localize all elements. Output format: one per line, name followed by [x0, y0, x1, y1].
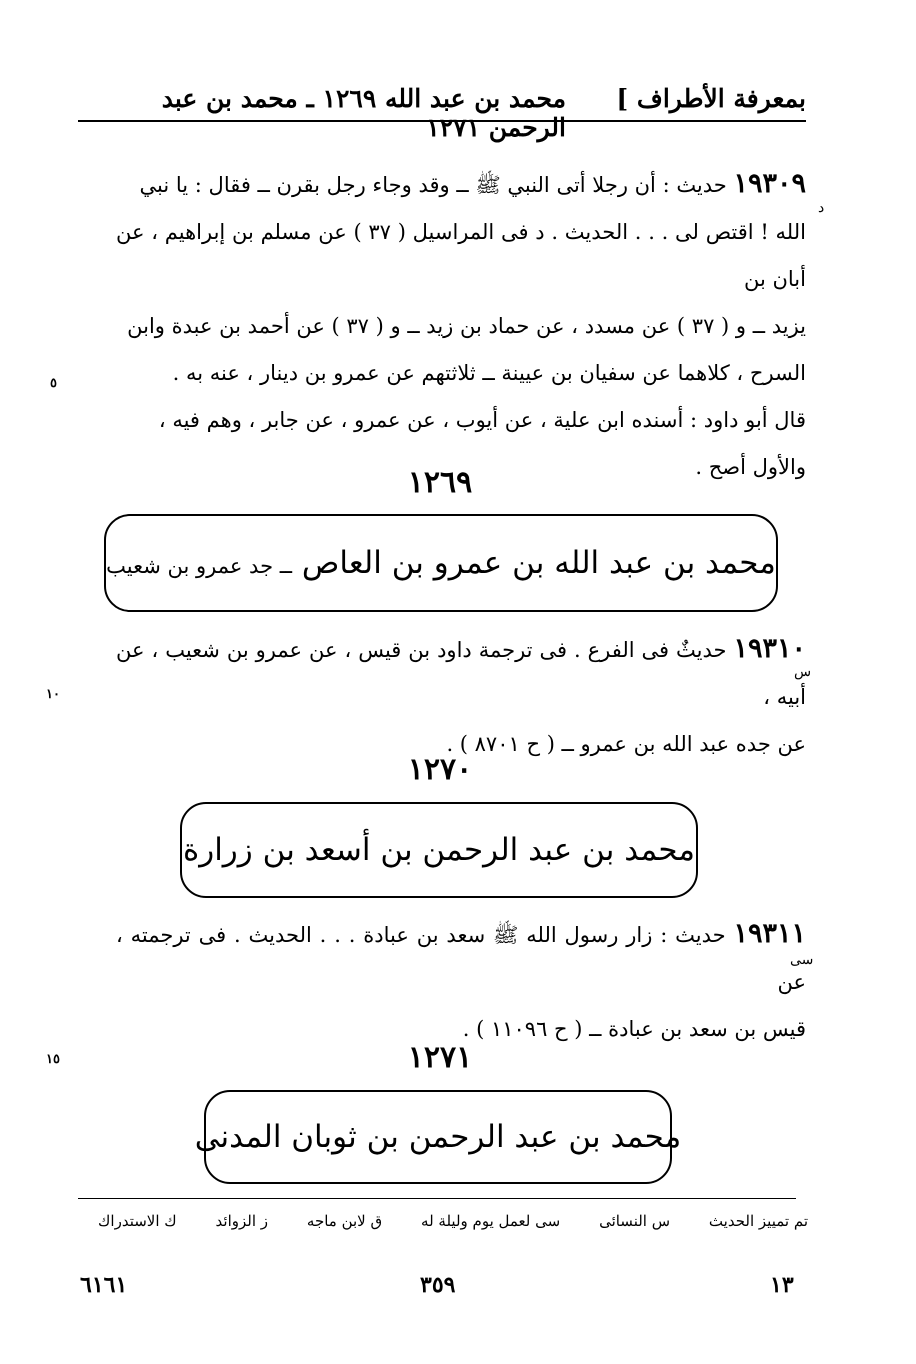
section-title: محمد بن عبد الله بن عمرو بن العاص ــ جد عمرو بن شعيب [106, 545, 776, 581]
legend-item: تم تمييز الحديث [708, 1212, 808, 1230]
entry-number: ١٩٣١١ [733, 918, 806, 949]
header-center-title: محمد بن عبد الله ١٢٦٩ ـ محمد بن عبد الرحمن ١٢٧١ [161, 84, 566, 142]
entry-sigla: س [794, 664, 812, 680]
section-title: محمد بن عبد الرحمن بن ثوبان المدنى [194, 1119, 682, 1155]
legend-item: ق لابن ماجه [306, 1212, 383, 1230]
entry-line: يزيد ــ و ( ٣٧ ) عن مسدد ، عن حماد بن زيد ــ و ( ٣٧ ) عن أحمد بن عبدة وابن [127, 314, 806, 338]
legend-item: س النسائى [599, 1212, 671, 1230]
entry-19311 [116, 910, 806, 1053]
entry-line: قال أبو داود : أسنده ابن علية ، عن أيوب ، عن عمرو ، عن جابر ، وهم فيه ، [158, 408, 806, 432]
section-title-frame [104, 514, 778, 612]
section-number: ١٢٦٩ [407, 465, 473, 500]
entry-line: ١٩٣٠٩ حديث : أن رجلا أتى النبي ﷺ ــ وقد وجاء رجل بقرن ــ فقال : يا نبي [139, 168, 806, 199]
entry-line: ١٩٣١١ حديث : زار رسول الله ﷺ سعد بن عبادة . . . الحديث . فى ترجمته ، عن [116, 918, 806, 994]
section-note: ــ جد عمرو بن شعيب [106, 554, 293, 578]
entry-sigla: د [818, 200, 825, 216]
entry-line: الله ! اقتص لى . . . الحديث . د فى المراسيل ( ٣٧ ) عن مسلم بن إبراهيم ، عن أبان بن [116, 220, 806, 291]
section-title-frame [180, 802, 698, 898]
entry-number: ١٩٣١٠ [733, 633, 806, 664]
section-title: محمد بن عبد الرحمن بن أسعد بن زرارة [182, 832, 695, 868]
section-title-frame [194, 1090, 682, 1184]
section-number: ١٢٧٠ [407, 752, 473, 787]
legend-item: ز الزوائد [215, 1212, 269, 1230]
section-number: ١٢٧١ [407, 1040, 473, 1075]
entry-19310 [116, 625, 806, 768]
entry-line: السرح ، كلاهما عن سفيان بن عيينة ــ ثلاثتهم عن عمرو بن دينار ، عنه به . [172, 361, 806, 385]
footer-volume-number: ١٣ [770, 1272, 794, 1298]
entry-line: والأول أصح . [695, 455, 806, 479]
footer-rule [78, 1198, 796, 1199]
footer-cumulative-number: ٦١٦١ [80, 1272, 128, 1298]
running-header [78, 80, 806, 142]
entry-line: ١٩٣١٠ حديثٌ فى الفرع . فى ترجمة داود بن قيس ، عن عمرو بن شعيب ، عن أبيه ، [116, 633, 806, 709]
legend-item: ك الاستدراك [98, 1212, 177, 1230]
sigla-legend [98, 1212, 808, 1230]
entry-19309 [116, 160, 806, 491]
margin-line-number: ١٠ [46, 687, 60, 702]
header-right-title: بمعرفة الأطراف ] [616, 84, 806, 113]
footer-page-number: ٣٥٩ [420, 1272, 456, 1298]
entry-sigla: سى [790, 952, 814, 968]
entry-line: عن جده عبد الله بن عمرو ــ ( ح ٨٧٠١ ) . [446, 732, 806, 756]
legend-item: سى لعمل يوم وليلة له [421, 1212, 561, 1230]
entry-number: ١٩٣٠٩ [733, 168, 806, 199]
margin-line-number: ٥ [50, 376, 57, 391]
margin-line-number: ١٥ [46, 1052, 60, 1067]
entry-line: قيس بن سعد بن عبادة ــ ( ح ١١٠٩٦ ) . [462, 1017, 806, 1041]
